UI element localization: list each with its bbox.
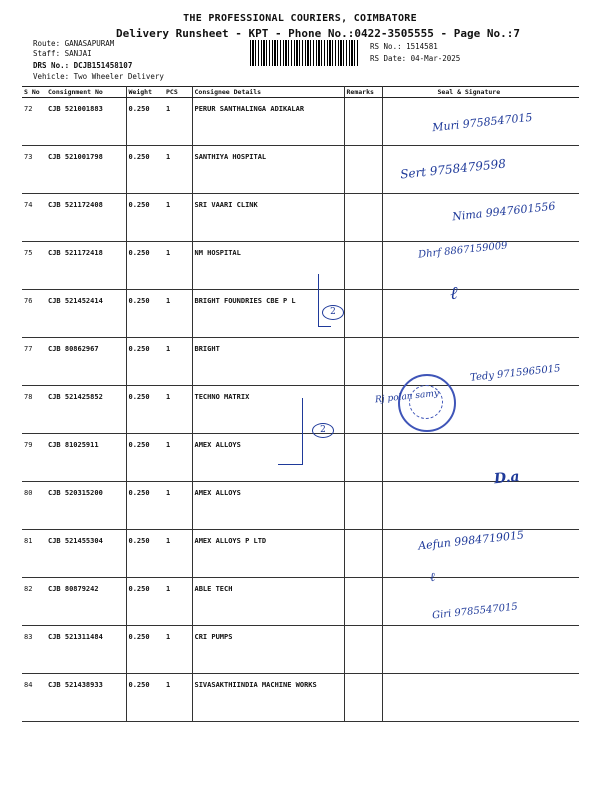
col-consignee: Consignee Details xyxy=(192,87,344,98)
cell-sno: 81 xyxy=(22,530,46,578)
cell-consignment: CJB 521172408 xyxy=(46,194,126,242)
cell-pcs: 1 xyxy=(164,482,192,530)
cell-pcs: 1 xyxy=(164,626,192,674)
cell-signature xyxy=(382,578,579,626)
cell-consignment: CJB 521311484 xyxy=(46,626,126,674)
col-consignment: Consignment No xyxy=(46,87,126,98)
cell-consignment: CJB 521001883 xyxy=(46,98,126,146)
company-seal xyxy=(398,374,456,432)
cell-pcs: 1 xyxy=(164,434,192,482)
signature-76: Dhrf 8867159009 xyxy=(417,240,509,261)
cell-sno: 72 xyxy=(22,98,46,146)
signature-79: Tedy 9715965015 xyxy=(469,363,561,384)
cell-signature xyxy=(382,482,579,530)
cell-weight: 0.250 xyxy=(126,98,164,146)
col-signature: Seal & Signature xyxy=(382,87,579,98)
cell-remarks xyxy=(344,530,382,578)
table-row xyxy=(22,482,579,530)
cell-remarks xyxy=(344,242,382,290)
cell-consignment: CJB 521455304 xyxy=(46,530,126,578)
cell-consignee: SRI VAARI CLINK xyxy=(192,194,344,242)
table-row xyxy=(22,290,579,338)
cell-weight: 0.250 xyxy=(126,626,164,674)
circle-mark-76: 2 xyxy=(322,305,344,320)
cell-consignee: AMEX ALLOYS P LTD xyxy=(192,530,344,578)
signature-84: Giri 9785547015 xyxy=(431,601,519,622)
cell-remarks xyxy=(344,674,382,722)
cell-pcs: 1 xyxy=(164,98,192,146)
cell-pcs: 1 xyxy=(164,290,192,338)
route-label: Route: GANASAPURAM xyxy=(33,39,115,48)
cell-consignment: CJB 521001798 xyxy=(46,146,126,194)
signature-77: ℓ xyxy=(450,283,458,304)
signature-79b: Rj polan samy xyxy=(374,388,440,406)
cell-pcs: 1 xyxy=(164,242,192,290)
cell-consignment: CJB 80879242 xyxy=(46,578,126,626)
cell-remarks xyxy=(344,338,382,386)
signature-72: Muri 9758547015 xyxy=(431,110,534,135)
cell-consignment: CJB 81025911 xyxy=(46,434,126,482)
cell-sno: 76 xyxy=(22,290,46,338)
cell-sno: 78 xyxy=(22,386,46,434)
cell-weight: 0.250 xyxy=(126,482,164,530)
cell-remarks xyxy=(344,194,382,242)
cell-consignment: CJB 80862967 xyxy=(46,338,126,386)
runsheet-title: Delivery Runsheet - KPT - Phone No.:0422-3505555 - Page No.:7 xyxy=(116,27,520,40)
cell-pcs: 1 xyxy=(164,578,192,626)
cell-sno: 80 xyxy=(22,482,46,530)
cell-signature xyxy=(382,434,579,482)
rs-date: RS Date: 04-Mar-2025 xyxy=(370,54,461,63)
table-header-row xyxy=(22,87,579,98)
cell-sno: 79 xyxy=(22,434,46,482)
cell-remarks xyxy=(344,290,382,338)
cell-consignment: CJB 520315200 xyxy=(46,482,126,530)
cell-remarks xyxy=(344,146,382,194)
col-weight: Weight xyxy=(126,87,164,98)
cell-consignee: SIVASAKTHIINDIA MACHINE WORKS xyxy=(192,674,344,722)
cell-sno: 74 xyxy=(22,194,46,242)
signature-75: Nima 9947601556 xyxy=(451,199,557,224)
cell-weight: 0.250 xyxy=(126,674,164,722)
table-row xyxy=(22,674,579,722)
cell-weight: 0.250 xyxy=(126,194,164,242)
cell-pcs: 1 xyxy=(164,338,192,386)
cell-pcs: 1 xyxy=(164,194,192,242)
signature-83: Aefun 9984719015 xyxy=(417,528,525,553)
cell-remarks xyxy=(344,482,382,530)
signature-83b: ℓ xyxy=(429,569,436,585)
drs-number: DRS No.: DCJB151458107 xyxy=(33,61,133,70)
signature-81: D.a xyxy=(493,468,521,488)
barcode xyxy=(250,40,358,66)
cell-weight: 0.250 xyxy=(126,578,164,626)
col-pcs: PCS xyxy=(164,87,192,98)
cell-weight: 0.250 xyxy=(126,338,164,386)
cell-weight: 0.250 xyxy=(126,242,164,290)
cell-weight: 0.250 xyxy=(126,386,164,434)
cell-consignment: CJB 521452414 xyxy=(46,290,126,338)
cell-signature xyxy=(382,290,579,338)
cell-pcs: 1 xyxy=(164,146,192,194)
staff-label: Staff: SANJAI xyxy=(33,49,92,58)
signature-73: Sert 9758479598 xyxy=(399,156,507,182)
cell-consignee: SANTHIYA HOSPITAL xyxy=(192,146,344,194)
cell-consignee: AMEX ALLOYS xyxy=(192,482,344,530)
cell-sno: 77 xyxy=(22,338,46,386)
cell-consignment: CJB 521425852 xyxy=(46,386,126,434)
cell-consignment: CJB 521438933 xyxy=(46,674,126,722)
table-row xyxy=(22,578,579,626)
cell-consignee: CRI PUMPS xyxy=(192,626,344,674)
pen-bracket-79 xyxy=(278,398,303,465)
cell-weight: 0.250 xyxy=(126,290,164,338)
cell-sno: 75 xyxy=(22,242,46,290)
cell-sno: 73 xyxy=(22,146,46,194)
cell-remarks xyxy=(344,386,382,434)
cell-pcs: 1 xyxy=(164,530,192,578)
cell-remarks xyxy=(344,98,382,146)
cell-signature xyxy=(382,626,579,674)
cell-weight: 0.250 xyxy=(126,146,164,194)
company-name: THE PROFESSIONAL COURIERS, COIMBATORE xyxy=(183,13,417,24)
cell-signature xyxy=(382,674,579,722)
cell-weight: 0.250 xyxy=(126,434,164,482)
cell-consignee: AMEX ALLOYS xyxy=(192,434,344,482)
cell-sno: 84 xyxy=(22,674,46,722)
cell-consignee: NM HOSPITAL xyxy=(192,242,344,290)
cell-consignee: BRIGHT FOUNDRIES CBE P L xyxy=(192,290,344,338)
cell-sno: 82 xyxy=(22,578,46,626)
cell-pcs: 1 xyxy=(164,674,192,722)
col-sno: S No xyxy=(22,87,46,98)
col-remarks: Remarks xyxy=(344,87,382,98)
cell-remarks xyxy=(344,578,382,626)
cell-remarks xyxy=(344,434,382,482)
rs-number: RS No.: 1514581 xyxy=(370,42,438,51)
cell-consignee: PERUR SANTHALINGA ADIKALAR xyxy=(192,98,344,146)
cell-weight: 0.250 xyxy=(126,530,164,578)
cell-consignee: ABLE TECH xyxy=(192,578,344,626)
cell-remarks xyxy=(344,626,382,674)
cell-sno: 83 xyxy=(22,626,46,674)
table-row xyxy=(22,626,579,674)
circle-mark-79: 2 xyxy=(312,423,334,438)
cell-consignment: CJB 521172418 xyxy=(46,242,126,290)
cell-consignee: BRIGHT xyxy=(192,338,344,386)
cell-consignee: TECHNO MATRIX xyxy=(192,386,344,434)
cell-pcs: 1 xyxy=(164,386,192,434)
vehicle-label: Vehicle: Two Wheeler Delivery xyxy=(33,72,164,81)
